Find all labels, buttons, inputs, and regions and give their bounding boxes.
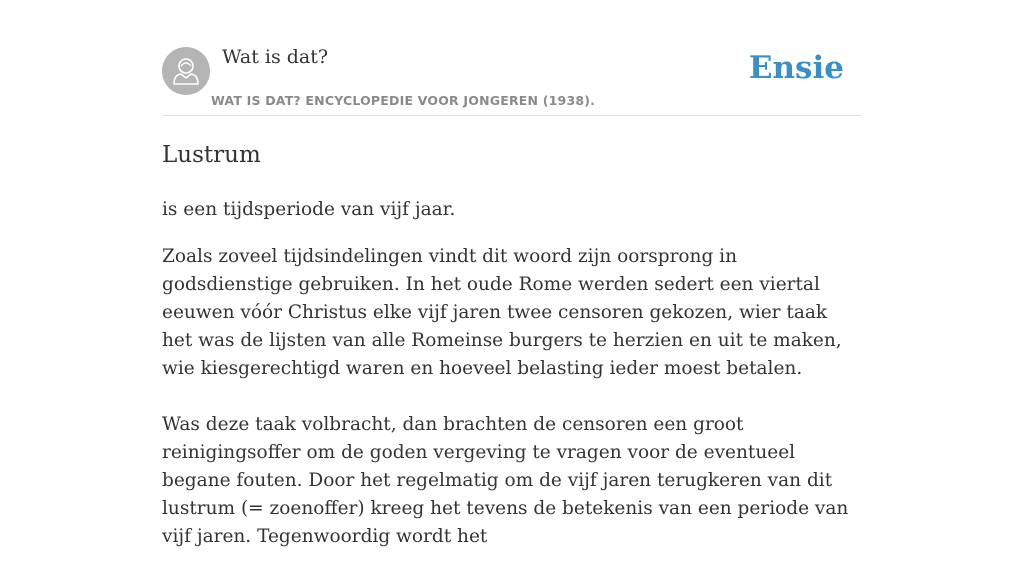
article-title: Lustrum bbox=[162, 142, 261, 168]
ensie-logo[interactable]: Ensie bbox=[748, 50, 844, 86]
source-title[interactable]: WAT IS DAT? ENCYCLOPEDIE VOOR JONGEREN (1938). bbox=[211, 93, 596, 108]
author-name[interactable]: Wat is dat? bbox=[222, 46, 329, 68]
article-paragraph: Zoals zoveel tijdsindelingen vindt dit woord zijn oorsprong in godsdienstige gebruiken. In het oude Rome werden sedert een viertal eeuwen vóór Christus elke vijf jaren twee censoren gekozen, wier taak het was de lijsten van alle Romeinse burgers te herzien en uit te maken, wie kiesgerechtigd waren en hoeveel belasting ieder moest betalen. bbox=[162, 246, 842, 379]
article-header bbox=[162, 40, 862, 116]
article-content bbox=[162, 140, 862, 579]
user-icon-graphic bbox=[162, 47, 210, 95]
article-lead: is een tijdsperiode van vijf jaar. bbox=[162, 199, 456, 220]
user-icon[interactable] bbox=[162, 47, 210, 95]
article-body bbox=[162, 243, 862, 551]
article-paragraph: Was deze taak volbracht, dan brachten de censoren een groot reinigingsoffer om de goden vergeving te vragen voor de eventueel begane fouten. Door het regelmatig om de vijf jaren terugkeren van dit lustrum (= zoenoffer) kreeg het tevens de betekenis van een periode van vijf jaren. Tegenwoordig wordt het bbox=[162, 414, 849, 547]
